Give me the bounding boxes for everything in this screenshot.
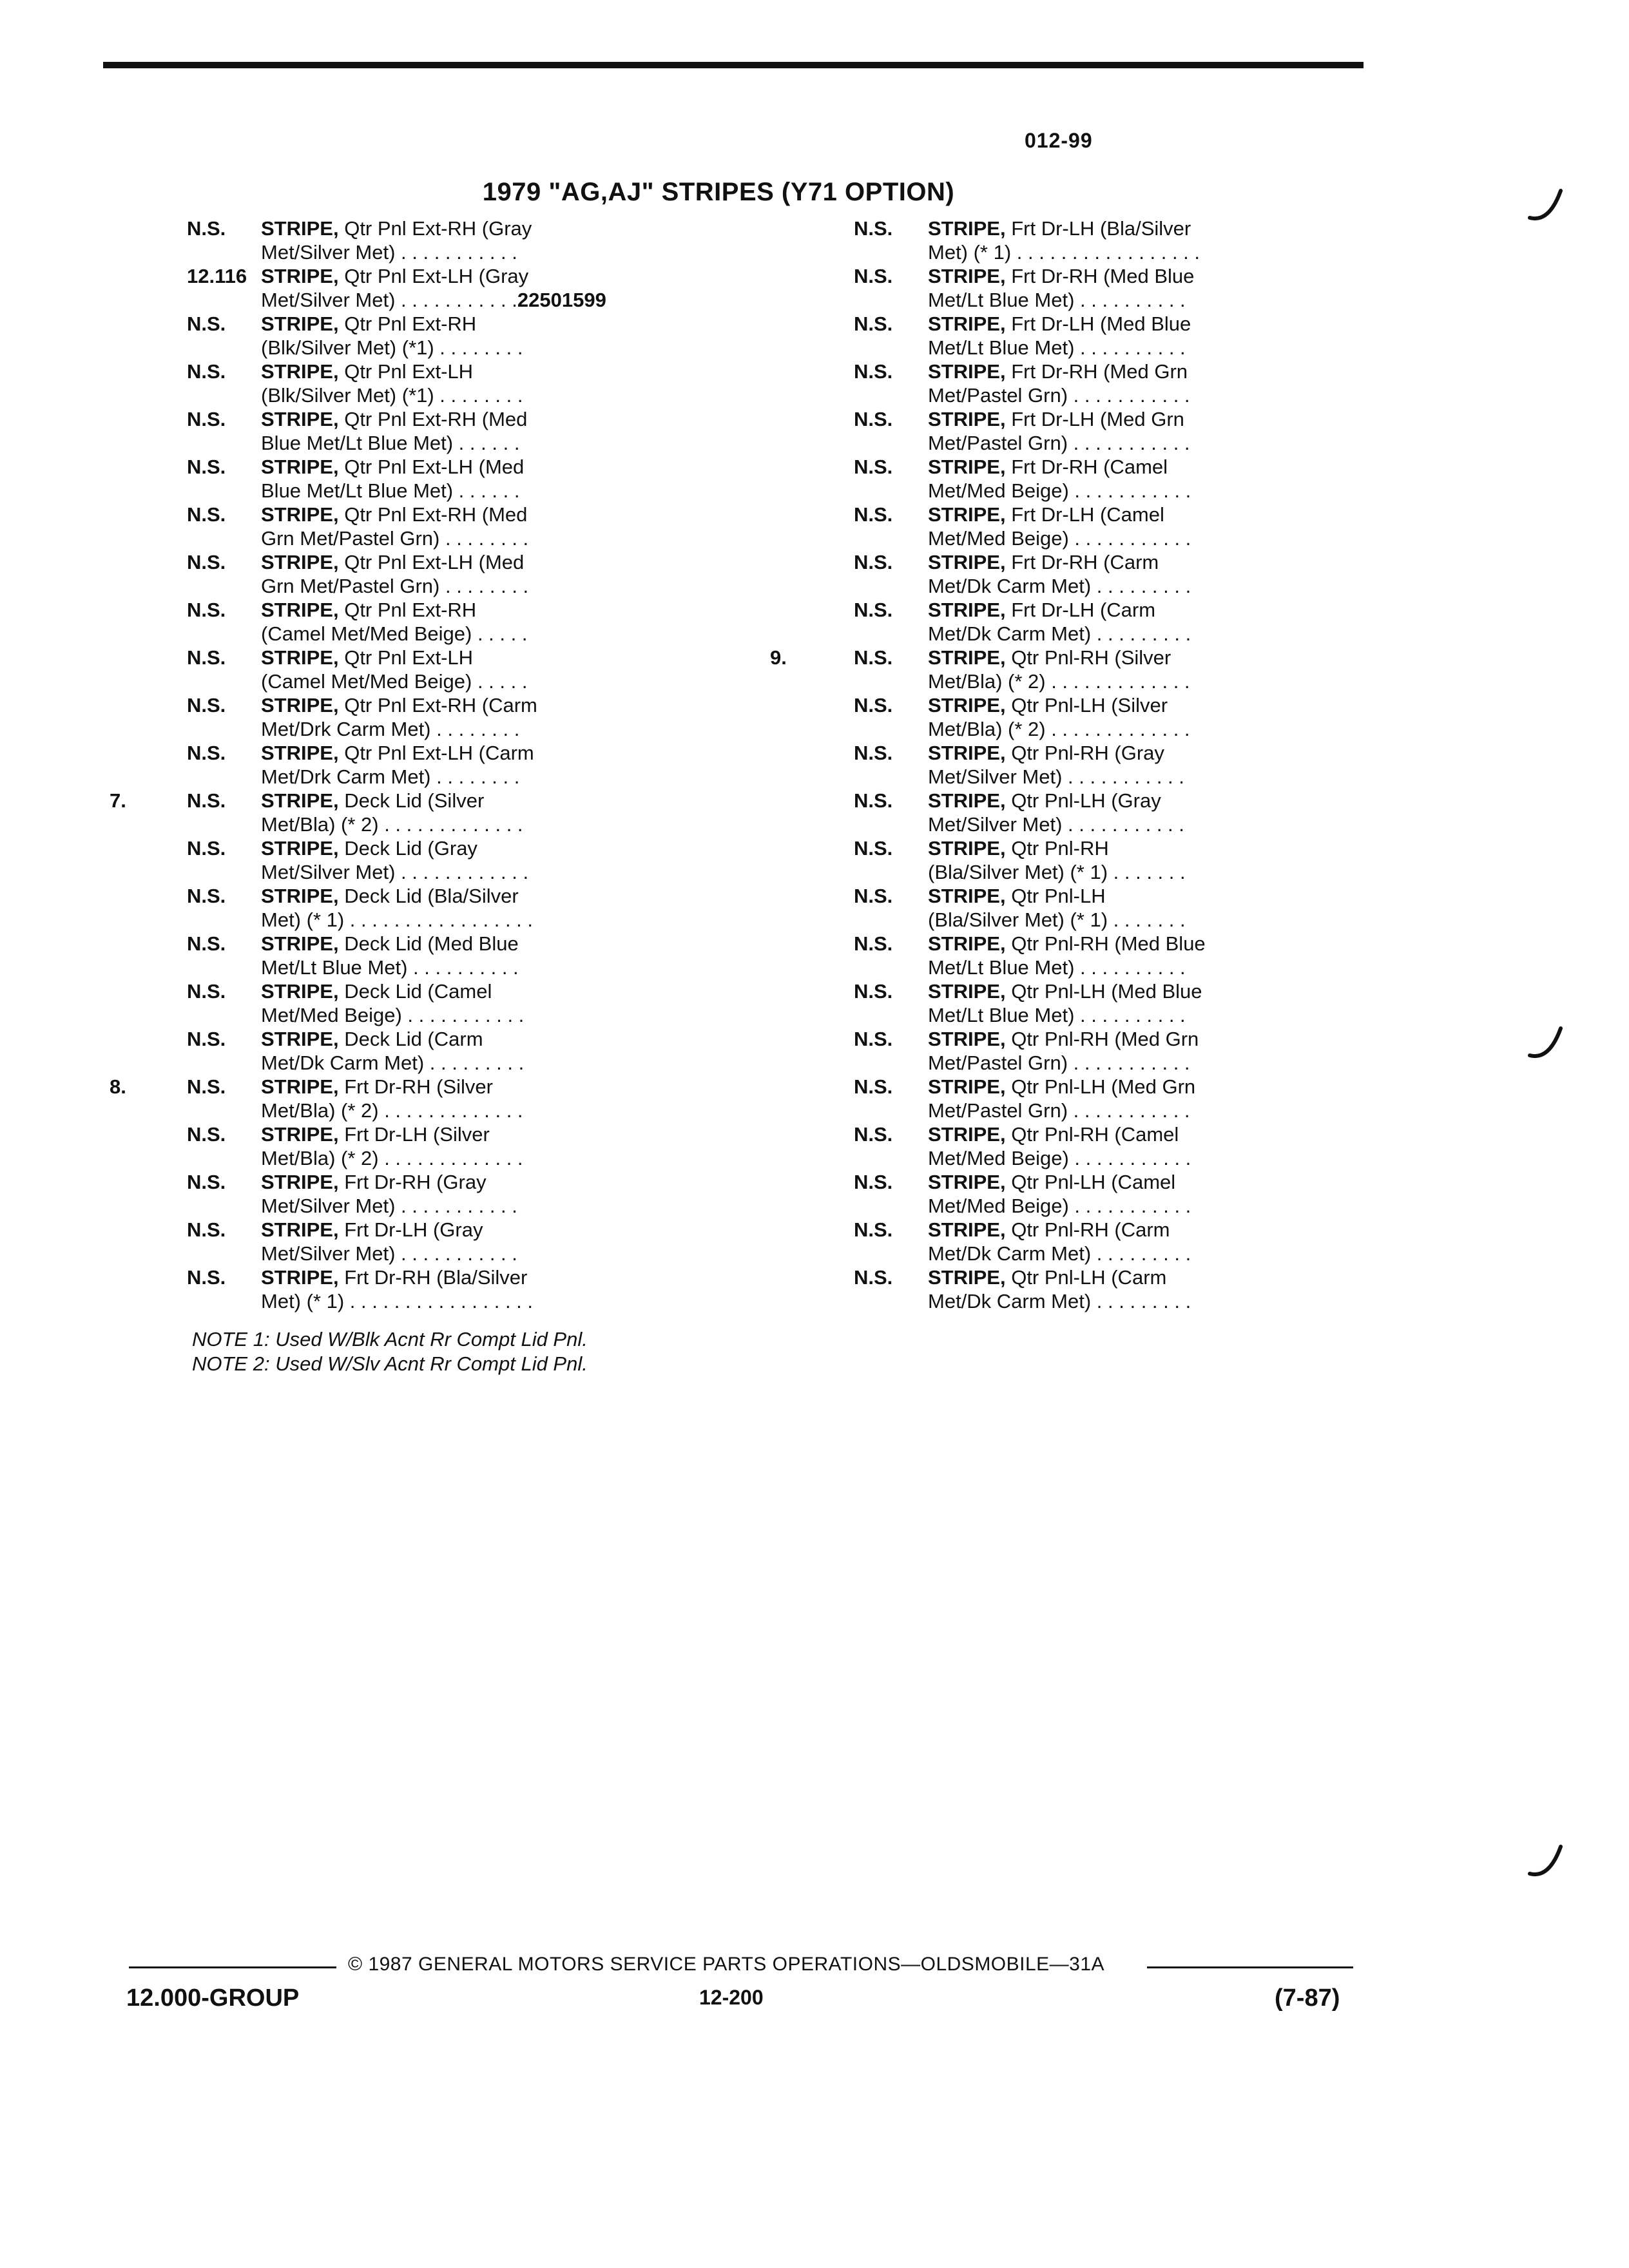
reference-number: N.S. <box>854 1218 893 1241</box>
parts-entry <box>770 979 1279 1027</box>
figure-number: 7. <box>110 789 126 812</box>
part-keyword: STRIPE, <box>928 1075 1006 1098</box>
parts-entry <box>770 646 1279 693</box>
part-description <box>261 503 712 550</box>
description-line-1: Frt Dr-RH (Camel <box>1005 456 1168 478</box>
part-description <box>928 1027 1279 1075</box>
part-description <box>261 1122 712 1170</box>
part-description <box>261 455 712 503</box>
part-description <box>261 360 712 407</box>
description-line-1: Qtr Pnl-RH (Camel <box>1005 1123 1179 1146</box>
part-keyword: STRIPE, <box>928 1218 1006 1241</box>
part-keyword: STRIPE, <box>261 789 339 812</box>
reference-number: N.S. <box>854 694 893 716</box>
catalog-code: 012-99 <box>1025 129 1093 152</box>
description-line-2: Blue Met/Lt Blue Met) . . . . . . <box>261 432 520 454</box>
reference-number: N.S. <box>187 1028 226 1050</box>
part-description <box>261 789 712 836</box>
part-keyword: STRIPE, <box>928 789 1006 812</box>
reference-number: N.S. <box>187 1266 226 1289</box>
description-line-2: (Camel Met/Med Beige) . . . . . <box>261 670 528 693</box>
description-line-1: Qtr Pnl-RH (Med Blue <box>1005 932 1206 955</box>
description-line-1: Qtr Pnl-RH (Silver <box>1005 646 1171 669</box>
description-line-2: Met/Silver Met) . . . . . . . . . . . <box>261 289 517 311</box>
part-description <box>928 1075 1279 1122</box>
part-keyword: STRIPE, <box>261 980 339 1003</box>
part-description <box>928 646 1279 693</box>
part-description <box>261 884 712 932</box>
description-line-2: Met) (* 1) . . . . . . . . . . . . . . . . . <box>928 241 1200 264</box>
description-line-2: Met/Lt Blue Met) . . . . . . . . . . <box>928 956 1186 979</box>
description-line-2: Met/Silver Met) . . . . . . . . . . . <box>928 765 1184 788</box>
parts-entry <box>110 216 709 264</box>
description-line-1: Qtr Pnl Ext-RH <box>338 599 477 621</box>
description-line-2: Met/Lt Blue Met) . . . . . . . . . . <box>261 956 519 979</box>
footer-page-number: 12-200 <box>699 1986 764 2009</box>
description-line-2: Met/Bla) (* 2) . . . . . . . . . . . . . <box>261 1147 523 1169</box>
part-keyword: STRIPE, <box>928 1266 1006 1289</box>
reference-number: N.S. <box>187 1123 226 1146</box>
parts-entry <box>770 407 1279 455</box>
description-line-2: Blue Met/Lt Blue Met) . . . . . . <box>261 479 520 502</box>
reference-number: N.S. <box>854 789 893 812</box>
description-line-2: Met/Bla) (* 2) . . . . . . . . . . . . . <box>928 718 1190 740</box>
description-line-1: Frt Dr-RH (Silver <box>338 1075 493 1098</box>
description-line-1: Qtr Pnl Ext-RH (Carm <box>338 694 537 716</box>
description-line-1: Frt Dr-LH (Med Blue <box>1005 312 1191 335</box>
reference-number: N.S. <box>187 1218 226 1241</box>
description-line-1: Deck Lid (Med Blue <box>338 932 519 955</box>
parts-entry <box>110 264 709 312</box>
description-line-2: Met/Bla) (* 2) . . . . . . . . . . . . . <box>261 813 523 836</box>
description-line-2: Met/Silver Met) . . . . . . . . . . . <box>261 241 517 264</box>
part-keyword: STRIPE, <box>928 599 1006 621</box>
part-description <box>261 1170 712 1218</box>
parts-entry <box>770 1265 1279 1313</box>
part-keyword: STRIPE, <box>928 503 1006 526</box>
part-keyword: STRIPE, <box>928 265 1006 287</box>
part-keyword: STRIPE, <box>261 408 339 430</box>
reference-number: N.S. <box>854 1075 893 1098</box>
reference-number: N.S. <box>187 980 226 1003</box>
description-line-2: Met/Lt Blue Met) . . . . . . . . . . <box>928 336 1186 359</box>
description-line-2: Met/Dk Carm Met) . . . . . . . . . <box>928 575 1191 597</box>
part-keyword: STRIPE, <box>928 456 1006 478</box>
part-description <box>261 312 712 360</box>
description-line-1: Frt Dr-RH (Med Grn <box>1005 360 1188 383</box>
part-description <box>928 693 1279 741</box>
parts-entry <box>770 1218 1279 1265</box>
part-keyword: STRIPE, <box>261 265 339 287</box>
parts-entry <box>770 1027 1279 1075</box>
part-keyword: STRIPE, <box>261 1266 339 1289</box>
description-line-1: Frt Dr-RH (Carm <box>1005 551 1159 573</box>
reference-number: N.S. <box>854 456 893 478</box>
part-description <box>261 1027 712 1075</box>
description-line-2: Met/Med Beige) . . . . . . . . . . . <box>928 1195 1191 1217</box>
reference-number: N.S. <box>854 599 893 621</box>
parts-entry <box>770 312 1279 360</box>
reference-number: N.S. <box>854 742 893 764</box>
parts-entry <box>110 1075 709 1122</box>
description-line-2: Met/Pastel Grn) . . . . . . . . . . . <box>928 1052 1190 1074</box>
parts-entry <box>770 693 1279 741</box>
description-line-1: Qtr Pnl Ext-LH (Gray <box>338 265 529 287</box>
description-line-1: Qtr Pnl Ext-LH (Med <box>338 551 525 573</box>
figure-number: 8. <box>110 1075 126 1098</box>
reference-number: N.S. <box>854 408 893 430</box>
reference-number: N.S. <box>187 551 226 573</box>
description-line-1: Qtr Pnl Ext-RH (Med <box>338 408 528 430</box>
check-mark-icon <box>1527 1024 1556 1053</box>
reference-number: N.S. <box>187 312 226 335</box>
description-line-2: Met/Dk Carm Met) . . . . . . . . . <box>261 1052 525 1074</box>
part-description <box>928 836 1279 884</box>
part-keyword: STRIPE, <box>928 551 1006 573</box>
description-line-1: Frt Dr-LH (Med Grn <box>1005 408 1184 430</box>
section-title: 1979 "AG,AJ" STRIPES (Y71 OPTION) <box>482 178 955 206</box>
description-line-1: Deck Lid (Gray <box>338 837 477 860</box>
part-description <box>928 932 1279 979</box>
footer-group: 12.000-GROUP <box>126 1984 300 2012</box>
description-line-1: Qtr Pnl-LH (Med Blue <box>1005 980 1202 1003</box>
description-line-2: (Bla/Silver Met) (* 1) . . . . . . . <box>928 908 1186 931</box>
part-keyword: STRIPE, <box>928 694 1006 716</box>
parts-entry <box>110 1218 709 1265</box>
description-line-1: Deck Lid (Silver <box>338 789 485 812</box>
description-line-2: Met) (* 1) . . . . . . . . . . . . . . . . . <box>261 1290 534 1312</box>
part-keyword: STRIPE, <box>928 742 1006 764</box>
description-line-2: Met/Med Beige) . . . . . . . . . . . <box>928 1147 1191 1169</box>
parts-entry <box>110 407 709 455</box>
description-line-2: (Blk/Silver Met) (*1) . . . . . . . . <box>261 336 523 359</box>
footer-date: (7-87) <box>1275 1984 1340 2012</box>
parts-entry <box>770 216 1279 264</box>
parts-entry <box>770 503 1279 550</box>
description-line-1: Qtr Pnl-LH (Gray <box>1005 789 1161 812</box>
description-line-1: Qtr Pnl-LH (Camel <box>1005 1171 1176 1193</box>
description-line-1: Deck Lid (Camel <box>338 980 492 1003</box>
footer-rule-left <box>129 1966 336 1968</box>
reference-number: N.S. <box>854 1123 893 1146</box>
description-line-2: Met/Lt Blue Met) . . . . . . . . . . <box>928 289 1186 311</box>
parts-entry <box>110 455 709 503</box>
parts-entry <box>770 1075 1279 1122</box>
parts-entry <box>770 741 1279 789</box>
parts-entry <box>770 264 1279 312</box>
parts-entry <box>110 789 709 836</box>
description-line-1: Frt Dr-LH (Carm <box>1005 599 1156 621</box>
description-line-2: Met/Pastel Grn) . . . . . . . . . . . <box>928 1099 1190 1122</box>
description-line-1: Frt Dr-RH (Bla/Silver <box>338 1266 528 1289</box>
reference-number: N.S. <box>854 1028 893 1050</box>
reference-number: N.S. <box>854 1266 893 1289</box>
part-keyword: STRIPE, <box>261 837 339 860</box>
reference-number: N.S. <box>187 646 226 669</box>
description-line-2: Met/Silver Met) . . . . . . . . . . . <box>261 1195 517 1217</box>
parts-entry <box>110 550 709 598</box>
reference-number: 12.116 <box>187 265 247 287</box>
parts-entry <box>110 1122 709 1170</box>
reference-number: N.S. <box>854 312 893 335</box>
parts-entry <box>110 1265 709 1313</box>
description-line-1: Qtr Pnl-LH <box>1005 885 1106 907</box>
part-description <box>261 216 712 264</box>
part-keyword: STRIPE, <box>261 694 339 716</box>
note-2: NOTE 2: Used W/Slv Acnt Rr Compt Lid Pnl. <box>192 1352 588 1375</box>
part-keyword: STRIPE, <box>261 312 339 335</box>
description-line-2: Met) (* 1) . . . . . . . . . . . . . . . . . <box>261 908 534 931</box>
part-keyword: STRIPE, <box>928 312 1006 335</box>
footer-rule-right <box>1147 1966 1353 1968</box>
part-description <box>928 455 1279 503</box>
description-line-1: Qtr Pnl Ext-RH <box>338 312 477 335</box>
description-line-2: Met/Silver Met) . . . . . . . . . . . <box>261 1242 517 1265</box>
description-line-1: Deck Lid (Bla/Silver <box>338 885 519 907</box>
reference-number: N.S. <box>187 1171 226 1193</box>
description-line-2: Met/Dk Carm Met) . . . . . . . . . <box>928 1290 1191 1312</box>
reference-number: N.S. <box>854 551 893 573</box>
check-mark-icon <box>1527 187 1556 215</box>
part-keyword: STRIPE, <box>261 1218 339 1241</box>
description-line-2: Met/Pastel Grn) . . . . . . . . . . . <box>928 432 1190 454</box>
left-parts-column <box>110 216 709 1313</box>
part-description <box>261 1075 712 1122</box>
description-line-1: Frt Dr-LH (Bla/Silver <box>1005 217 1191 240</box>
right-parts-column <box>770 216 1279 1313</box>
reference-number: N.S. <box>187 694 226 716</box>
part-description <box>261 598 712 646</box>
description-line-2: (Bla/Silver Met) (* 1) . . . . . . . <box>928 861 1186 883</box>
part-keyword: STRIPE, <box>928 1171 1006 1193</box>
reference-number: N.S. <box>854 646 893 669</box>
reference-number: N.S. <box>187 503 226 526</box>
reference-number: N.S. <box>854 265 893 287</box>
description-line-2: Grn Met/Pastel Grn) . . . . . . . . <box>261 575 529 597</box>
part-keyword: STRIPE, <box>261 885 339 907</box>
part-keyword: STRIPE, <box>928 646 1006 669</box>
description-line-2: Met/Drk Carm Met) . . . . . . . . <box>261 765 520 788</box>
description-line-1: Qtr Pnl-LH (Med Grn <box>1005 1075 1196 1098</box>
part-description <box>928 503 1279 550</box>
reference-number: N.S. <box>854 503 893 526</box>
reference-number: N.S. <box>187 837 226 860</box>
description-line-1: Frt Dr-RH (Gray <box>338 1171 487 1193</box>
part-description <box>928 407 1279 455</box>
part-keyword: STRIPE, <box>261 551 339 573</box>
part-description <box>928 216 1279 264</box>
part-keyword: STRIPE, <box>928 408 1006 430</box>
description-line-2: Met/Lt Blue Met) . . . . . . . . . . <box>928 1004 1186 1026</box>
reference-number: N.S. <box>187 885 226 907</box>
reference-number: N.S. <box>187 1075 226 1098</box>
part-keyword: STRIPE, <box>928 360 1006 383</box>
part-keyword: STRIPE, <box>261 217 339 240</box>
reference-number: N.S. <box>854 1171 893 1193</box>
parts-entry <box>110 932 709 979</box>
description-line-1: Qtr Pnl-RH <box>1005 837 1109 860</box>
part-keyword: STRIPE, <box>928 1028 1006 1050</box>
note-1: NOTE 1: Used W/Blk Acnt Rr Compt Lid Pnl. <box>192 1328 588 1350</box>
notes <box>192 1327 588 1376</box>
reference-number: N.S. <box>187 408 226 430</box>
description-line-1: Qtr Pnl Ext-RH (Gray <box>338 217 532 240</box>
description-line-1: Qtr Pnl Ext-LH (Carm <box>338 742 534 764</box>
part-description <box>928 1122 1279 1170</box>
figure-number: 9. <box>770 646 787 669</box>
parts-entry <box>110 646 709 693</box>
parts-entry <box>770 932 1279 979</box>
part-description <box>261 979 712 1027</box>
parts-entry <box>110 1027 709 1075</box>
parts-entry <box>770 455 1279 503</box>
parts-entry <box>770 884 1279 932</box>
reference-number: N.S. <box>187 599 226 621</box>
description-line-1: Qtr Pnl-LH (Carm <box>1005 1266 1167 1289</box>
description-line-1: Qtr Pnl-RH (Med Grn <box>1005 1028 1199 1050</box>
part-keyword: STRIPE, <box>261 360 339 383</box>
description-line-1: Qtr Pnl-RH (Gray <box>1005 742 1164 764</box>
description-line-1: Qtr Pnl-RH (Carm <box>1005 1218 1170 1241</box>
description-line-2: (Blk/Silver Met) (*1) . . . . . . . . <box>261 384 523 407</box>
description-line-2: Met/Dk Carm Met) . . . . . . . . . <box>928 1242 1191 1265</box>
reference-number: N.S. <box>187 932 226 955</box>
part-description <box>928 789 1279 836</box>
parts-entry <box>110 693 709 741</box>
description-line-2: Met/Med Beige) . . . . . . . . . . . <box>261 1004 525 1026</box>
reference-number: N.S. <box>854 837 893 860</box>
parts-entry <box>770 789 1279 836</box>
parts-entry <box>110 598 709 646</box>
description-line-2: Met/Dk Carm Met) . . . . . . . . . <box>928 622 1191 645</box>
part-keyword: STRIPE, <box>261 1075 339 1098</box>
reference-number: N.S. <box>854 885 893 907</box>
part-description <box>261 932 712 979</box>
description-line-1: Frt Dr-LH (Silver <box>338 1123 490 1146</box>
part-description <box>261 264 712 312</box>
part-keyword: STRIPE, <box>928 837 1006 860</box>
part-description <box>928 1170 1279 1218</box>
part-keyword: STRIPE, <box>261 1123 339 1146</box>
description-line-1: Frt Dr-RH (Med Blue <box>1005 265 1195 287</box>
part-keyword: STRIPE, <box>261 456 339 478</box>
footer-copyright: © 1987 GENERAL MOTORS SERVICE PARTS OPERATIONS—OLDSMOBILE—31A <box>348 1954 1105 1975</box>
part-keyword: STRIPE, <box>261 1028 339 1050</box>
description-line-2: Met/Med Beige) . . . . . . . . . . . <box>928 479 1191 502</box>
description-line-2: Met/Silver Met) . . . . . . . . . . . <box>928 813 1184 836</box>
check-mark-icon <box>1527 1843 1556 1871</box>
parts-entry <box>110 360 709 407</box>
parts-entry <box>770 360 1279 407</box>
description-line-2: Met/Drk Carm Met) . . . . . . . . <box>261 718 520 740</box>
part-description <box>261 693 712 741</box>
description-line-2: Grn Met/Pastel Grn) . . . . . . . . <box>261 527 529 550</box>
part-number: 22501599 <box>517 289 606 311</box>
part-description <box>928 264 1279 312</box>
part-keyword: STRIPE, <box>261 599 339 621</box>
part-description <box>928 741 1279 789</box>
part-keyword: STRIPE, <box>928 217 1006 240</box>
part-description <box>928 598 1279 646</box>
description-line-1: Qtr Pnl Ext-LH (Med <box>338 456 525 478</box>
parts-entry <box>770 1122 1279 1170</box>
part-description <box>928 979 1279 1027</box>
part-keyword: STRIPE, <box>928 980 1006 1003</box>
description-line-2: Met/Silver Met) . . . . . . . . . . . . <box>261 861 529 883</box>
description-line-1: Deck Lid (Carm <box>338 1028 483 1050</box>
part-description <box>261 646 712 693</box>
part-keyword: STRIPE, <box>261 646 339 669</box>
parts-entry <box>770 1170 1279 1218</box>
part-keyword: STRIPE, <box>261 503 339 526</box>
reference-number: N.S. <box>187 456 226 478</box>
part-description <box>928 550 1279 598</box>
description-line-2: Met/Bla) (* 2) . . . . . . . . . . . . . <box>261 1099 523 1122</box>
parts-entry <box>110 503 709 550</box>
reference-number: N.S. <box>854 360 893 383</box>
part-description <box>261 836 712 884</box>
parts-entry <box>770 550 1279 598</box>
description-line-2: (Camel Met/Med Beige) . . . . . <box>261 622 528 645</box>
reference-number: N.S. <box>854 932 893 955</box>
reference-number: N.S. <box>854 980 893 1003</box>
description-line-1: Qtr Pnl Ext-LH <box>338 646 474 669</box>
parts-entry <box>110 884 709 932</box>
parts-entry <box>110 836 709 884</box>
reference-number: N.S. <box>187 360 226 383</box>
parts-entry <box>770 598 1279 646</box>
reference-number: N.S. <box>854 217 893 240</box>
description-line-1: Qtr Pnl Ext-RH (Med <box>338 503 528 526</box>
part-keyword: STRIPE, <box>261 932 339 955</box>
part-description <box>261 1218 712 1265</box>
part-description <box>928 1265 1279 1313</box>
description-line-2: Met/Med Beige) . . . . . . . . . . . <box>928 527 1191 550</box>
part-description <box>261 550 712 598</box>
description-line-1: Qtr Pnl-LH (Silver <box>1005 694 1168 716</box>
reference-number: N.S. <box>187 789 226 812</box>
part-description <box>261 1265 712 1313</box>
parts-entry <box>110 979 709 1027</box>
parts-entry <box>770 836 1279 884</box>
parts-entry <box>110 741 709 789</box>
part-description <box>928 1218 1279 1265</box>
reference-number: N.S. <box>187 217 226 240</box>
part-description <box>261 741 712 789</box>
parts-entry <box>110 1170 709 1218</box>
description-line-1: Frt Dr-LH (Gray <box>338 1218 483 1241</box>
part-keyword: STRIPE, <box>928 885 1006 907</box>
description-line-1: Qtr Pnl Ext-LH <box>338 360 474 383</box>
reference-number: N.S. <box>187 742 226 764</box>
parts-entry <box>110 312 709 360</box>
description-line-2: Met/Pastel Grn) . . . . . . . . . . . <box>928 384 1190 407</box>
part-keyword: STRIPE, <box>928 932 1006 955</box>
part-description <box>261 407 712 455</box>
part-description <box>928 312 1279 360</box>
top-rule <box>103 62 1364 68</box>
part-description <box>928 360 1279 407</box>
description-line-2: Met/Bla) (* 2) . . . . . . . . . . . . . <box>928 670 1190 693</box>
description-line-1: Frt Dr-LH (Camel <box>1005 503 1164 526</box>
part-keyword: STRIPE, <box>261 1171 339 1193</box>
part-description <box>928 884 1279 932</box>
part-keyword: STRIPE, <box>261 742 339 764</box>
part-keyword: STRIPE, <box>928 1123 1006 1146</box>
